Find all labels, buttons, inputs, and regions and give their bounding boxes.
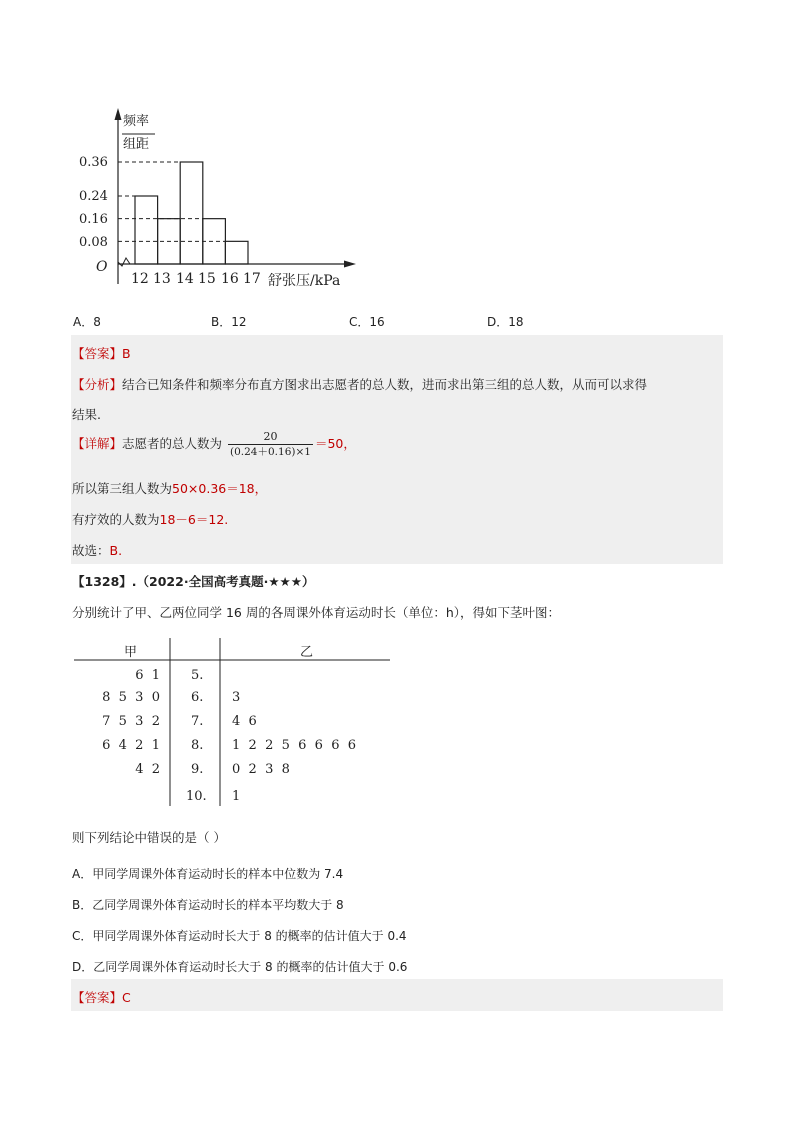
analysis-text: 结合已知条件和频率分布直方图求出志愿者的总人数，进而求出第三组的总人数，从而可以求得 <box>122 377 648 392</box>
x-tick-label: 14 <box>176 271 194 287</box>
stem-leaf-left-leaves: 7 5 3 2 <box>102 714 160 729</box>
fraction-denominator: (0.24＋0.16)×1 <box>230 446 311 458</box>
question-header: 【1328】.（2022·全国高考真题·★★★） <box>72 574 315 589</box>
detail-result: ＝50， <box>314 436 356 451</box>
stem-leaf-right-leaves: 1 <box>232 789 241 804</box>
x-tick-label: 15 <box>198 271 216 287</box>
answer-tag: 【答案】 <box>72 990 123 1005</box>
x-tick-label: 13 <box>153 271 171 287</box>
question-text: 则下列结论中错误的是（ ） <box>72 830 226 845</box>
analysis-tag: 【分析】 <box>72 377 123 392</box>
stem-leaf-left-leaves: 6 1 <box>135 668 160 683</box>
stem-leaf-stem: 10. <box>186 789 207 804</box>
option-b[interactable]: B．乙同学周课外体育运动时长的样本平均数大于 8 <box>72 898 344 912</box>
detail-line-2-math: 50×0.36＝18， <box>172 481 268 496</box>
answer-tag: 【答案】 <box>72 346 123 361</box>
option-c[interactable]: C．16 <box>349 315 385 329</box>
x-axis-label: 舒张压/kPa <box>268 273 341 289</box>
stem-leaf-left-leaves: 4 2 <box>135 762 160 777</box>
y-tick-label: 0.36 <box>79 155 108 170</box>
stem-leaf-left-title: 甲 <box>124 645 138 660</box>
stem-leaf-right-title: 乙 <box>300 645 314 660</box>
fraction-numerator: 20 <box>263 430 278 443</box>
question-stem: 分别统计了甲、乙两位同学 16 周的各周课外体育运动时长（单位：h），得如下茎叶图： <box>72 605 561 620</box>
stem-leaf-right-leaves: 0 2 3 8 <box>232 762 290 777</box>
stem-leaf-left-leaves: 6 4 2 1 <box>102 738 160 753</box>
choose-answer: B. <box>109 543 123 558</box>
x-tick-label: 16 <box>221 271 239 287</box>
option-b[interactable]: B．12 <box>211 315 247 329</box>
stem-leaf-stem: 7. <box>191 714 204 729</box>
option-d[interactable]: D．18 <box>487 315 524 329</box>
option-a[interactable]: A．甲同学周课外体育运动时长的样本中位数为 7.4 <box>72 867 344 881</box>
detail-line-3-math: 18－6＝12. <box>159 512 229 527</box>
detail-line-2-text: 所以第三组人数为 <box>72 481 173 496</box>
detail-tag: 【详解】 <box>72 436 123 451</box>
choose-text: 故选： <box>72 543 110 558</box>
stem-leaf-right-leaves: 3 <box>232 690 241 705</box>
stem-leaf-stem: 8. <box>191 738 204 753</box>
origin-label: O <box>96 259 108 275</box>
option-c[interactable]: C．甲同学周课外体育运动时长大于 8 的概率的估计值大于 0.4 <box>72 929 407 943</box>
answer-value: C <box>122 990 131 1005</box>
stem-leaf-right-leaves: 1 2 2 5 6 6 6 6 <box>232 738 357 753</box>
answer-panel <box>71 979 723 1011</box>
stem-leaf-stem: 5. <box>191 668 204 683</box>
detail-line-3-text: 有疗效的人数为 <box>72 512 160 527</box>
y-axis-label-numerator: 频率 <box>123 114 150 129</box>
answer-row <box>72 988 131 1006</box>
stem-leaf-stem: 6. <box>191 690 204 705</box>
answer-value: B <box>122 346 131 361</box>
stem-leaf-stem: 9. <box>191 762 204 777</box>
x-tick-label: 17 <box>243 271 261 287</box>
detail-text: 志愿者的总人数为 <box>122 436 223 451</box>
analysis-text-cont: 结果. <box>72 407 101 422</box>
y-tick-label: 0.08 <box>79 235 108 250</box>
y-tick-label: 0.16 <box>79 212 108 227</box>
stem-leaf-right-leaves: 4 6 <box>232 714 257 729</box>
y-axis-label-denominator: 组距 <box>123 137 150 152</box>
y-tick-label: 0.24 <box>79 189 108 204</box>
option-d[interactable]: D．乙同学周课外体育运动时长大于 8 的概率的估计值大于 0.6 <box>72 960 408 974</box>
x-tick-label: 12 <box>131 271 149 287</box>
option-a[interactable]: A．8 <box>73 315 101 329</box>
stem-leaf-left-leaves: 8 5 3 0 <box>102 690 160 705</box>
